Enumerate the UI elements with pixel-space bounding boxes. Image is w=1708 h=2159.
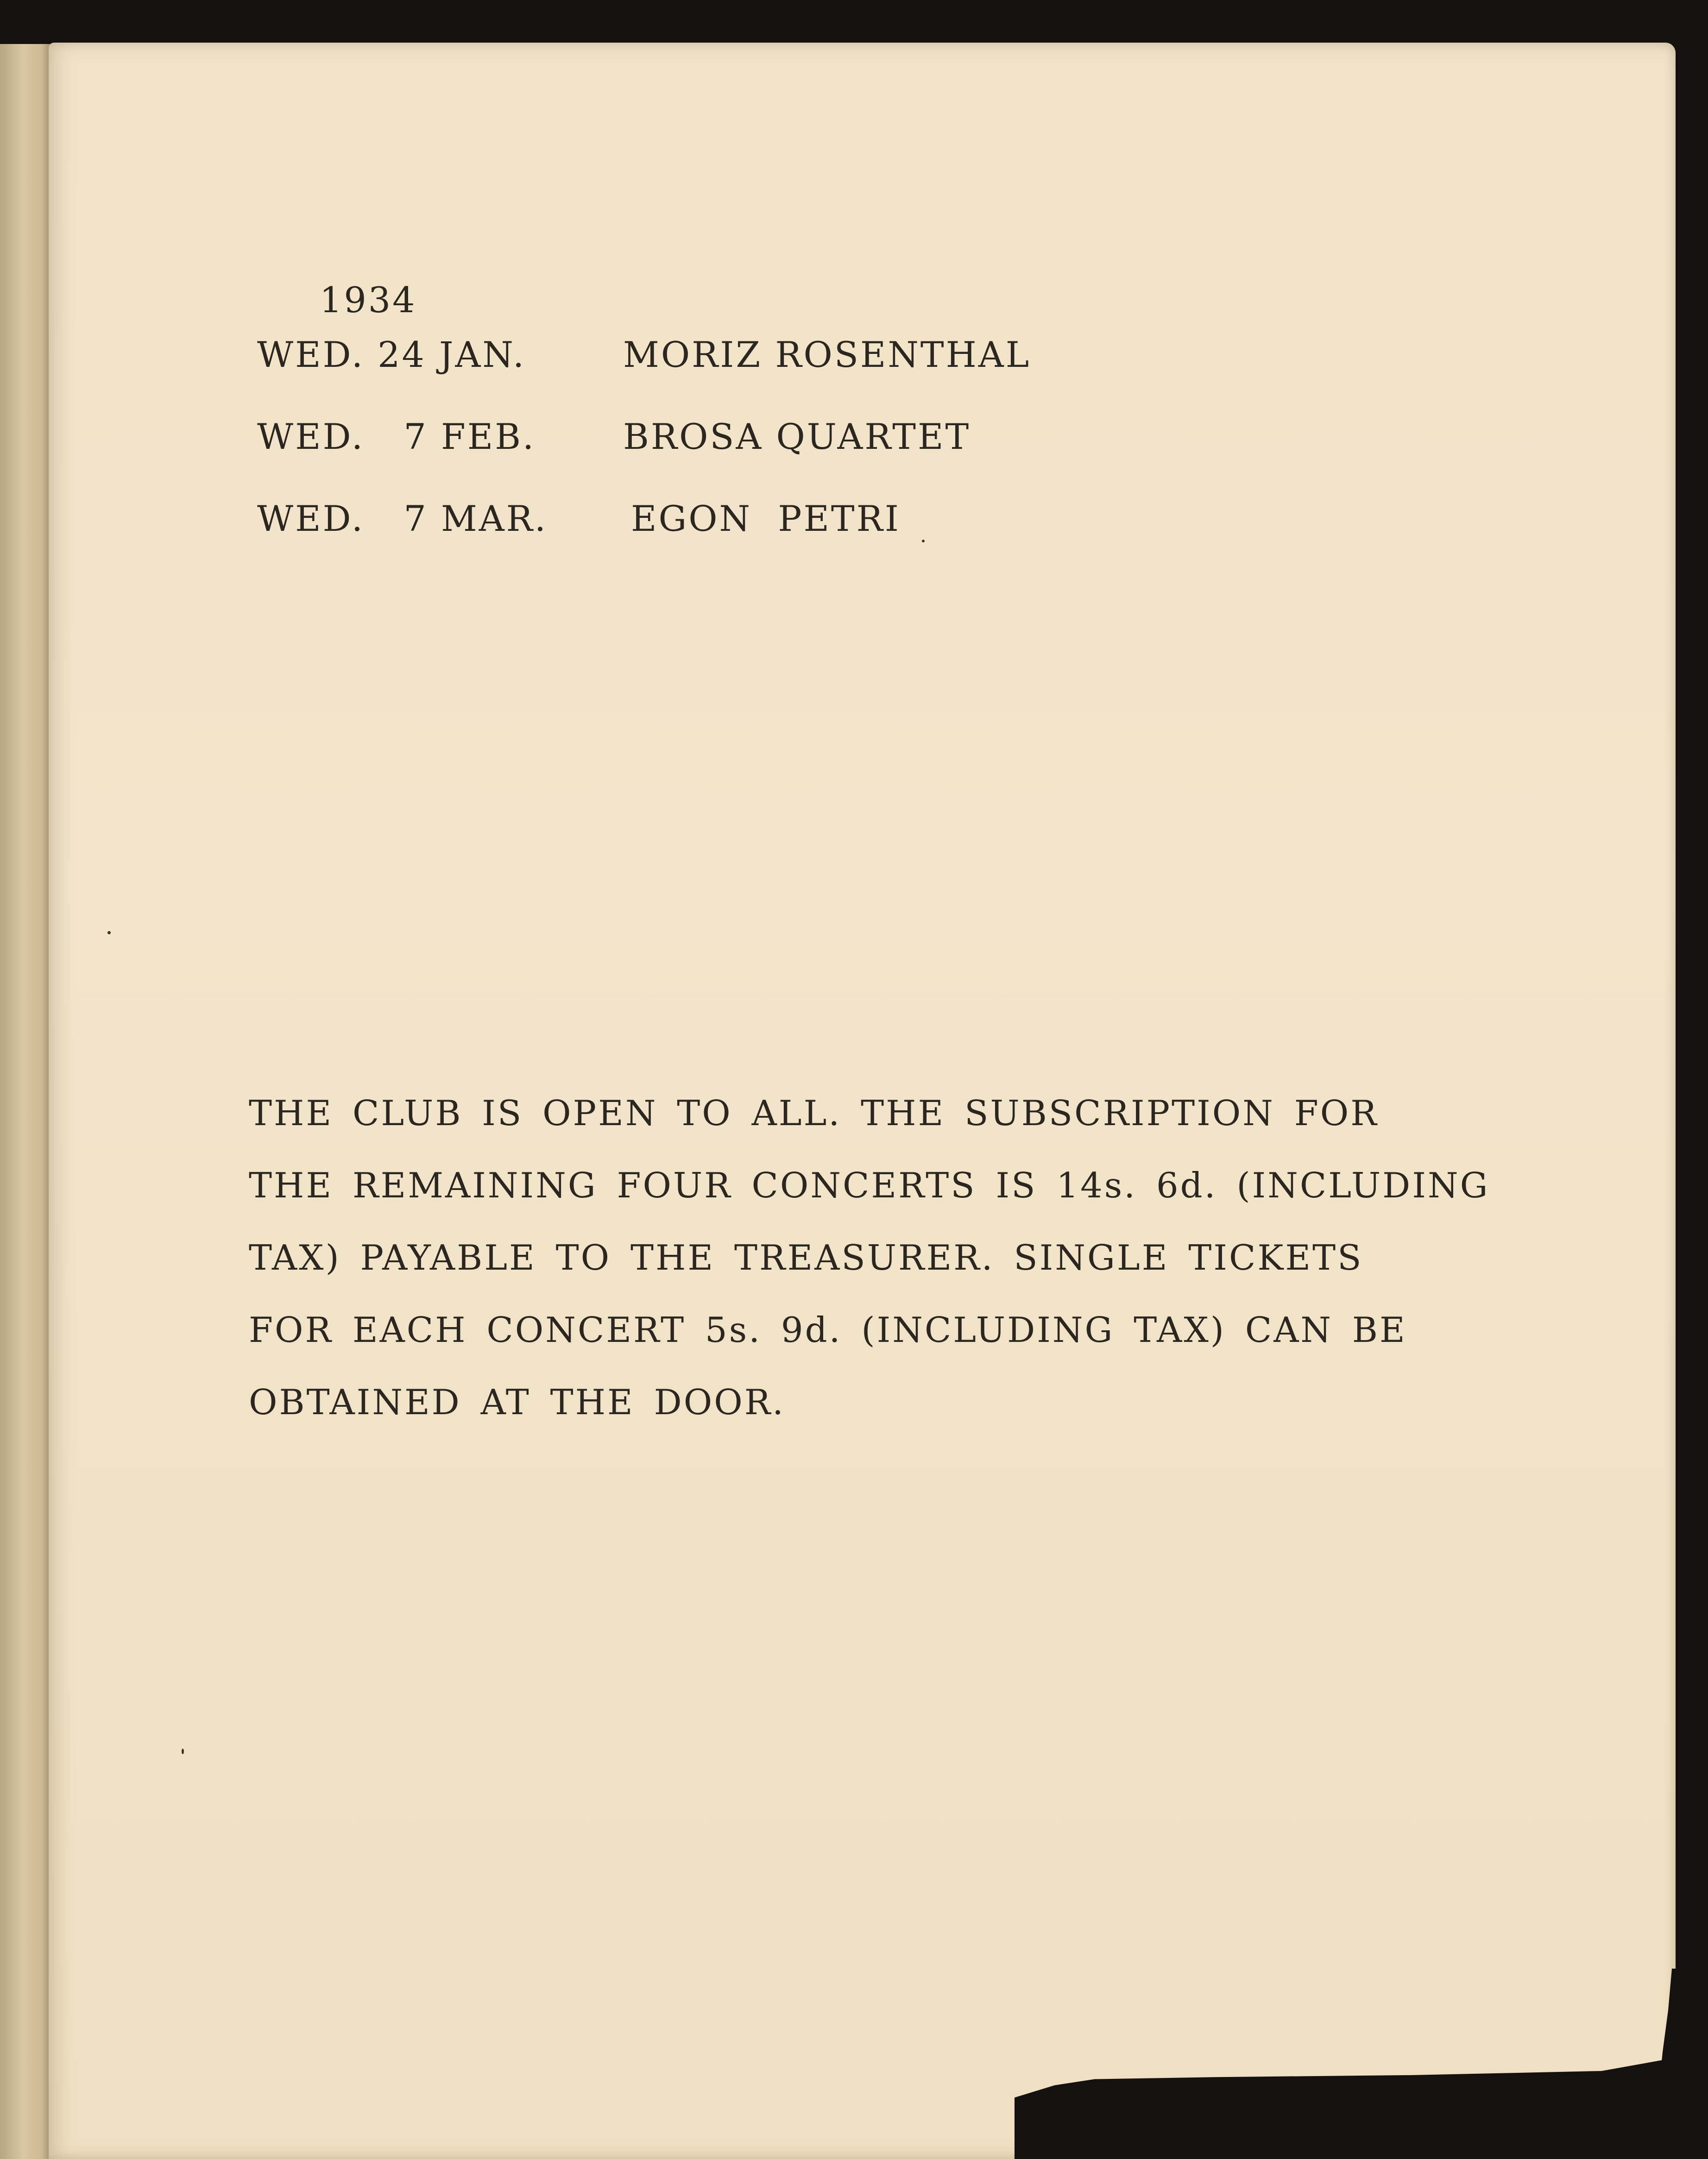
notice-line: TAX) PAYABLE TO THE TREASURER. SINGLE TICKETS [249, 1237, 1363, 1278]
year-heading: 1934 [320, 279, 417, 321]
schedule-performer: MORIZ ROSENTHAL [623, 334, 1031, 375]
paper-fleck [107, 931, 111, 934]
schedule-date: WED. 7 MAR. [257, 498, 548, 539]
schedule-performer: EGON PETRI [631, 498, 901, 539]
schedule-performer: BROSA QUARTET [623, 416, 971, 457]
paper-fleck [922, 540, 925, 542]
notice-line: THE REMAINING FOUR CONCERTS IS 14s. 6d. (INCLUDING [249, 1165, 1490, 1206]
notice-line: OBTAINED AT THE DOOR. [249, 1382, 786, 1423]
left-page-edge [0, 44, 52, 2159]
notice-line: THE CLUB IS OPEN TO ALL. THE SUBSCRIPTION FOR [249, 1093, 1379, 1133]
schedule-date: WED. 24 JAN. [257, 334, 526, 375]
paper-fleck [182, 1749, 184, 1754]
subscription-notice [249, 1077, 1490, 1438]
schedule-date: WED. 7 FEB. [257, 416, 536, 457]
notice-line: FOR EACH CONCERT 5s. 9d. (INCLUDING TAX) CAN BE [249, 1309, 1407, 1350]
